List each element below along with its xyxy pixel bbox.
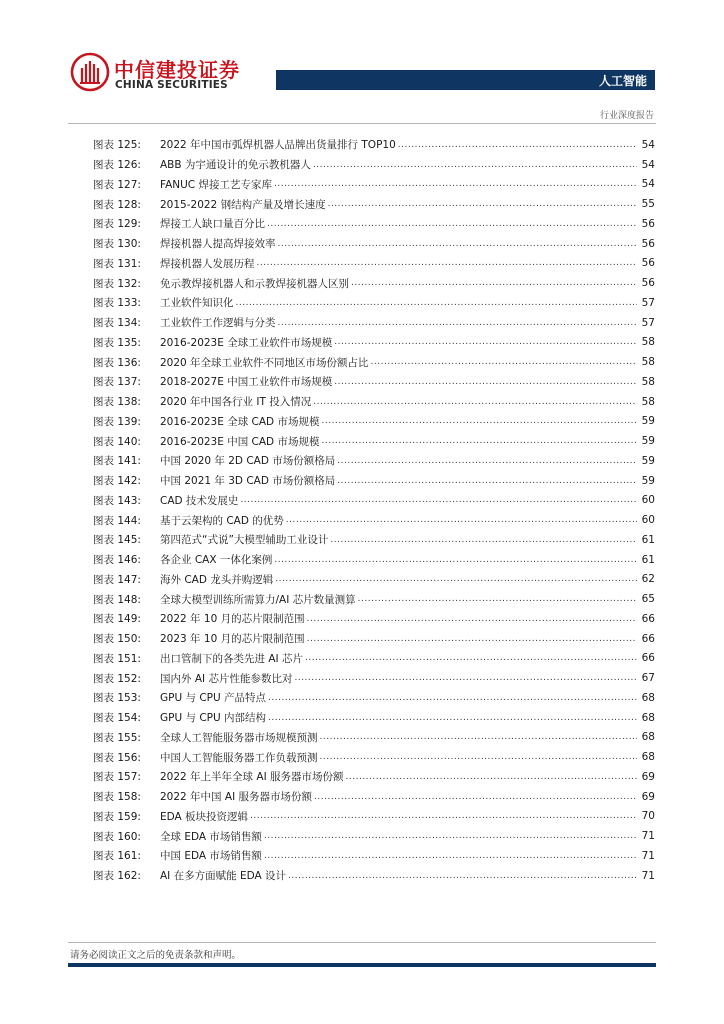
toc-figure-title: 国内外 AI 芯片性能参数比对 [160, 672, 293, 685]
toc-figure-title: 2016-2023E 全球 CAD 市场规模 [160, 415, 320, 428]
toc-dot-leader [268, 713, 637, 723]
toc-page-number: 58 [641, 375, 655, 388]
toc-page-number: 61 [641, 553, 655, 566]
toc-entry[interactable] [93, 866, 655, 886]
toc-page-number: 58 [641, 356, 655, 369]
toc-entry[interactable] [93, 372, 655, 392]
toc-figure-title: AI 在多方面赋能 EDA 设计 [160, 870, 287, 883]
toc-dot-leader [257, 258, 638, 268]
toc-figure-title: 中国人工智能服务器工作负载预测 [160, 751, 318, 764]
toc-entry[interactable] [93, 688, 655, 708]
toc-entry[interactable] [93, 649, 655, 669]
toc-page-number: 67 [641, 672, 655, 685]
toc-dot-leader [371, 357, 637, 367]
footer-divider [68, 942, 656, 943]
toc-figure-title: 中国 2020 年 2D CAD 市场份额格局 [160, 455, 336, 468]
toc-dot-leader [288, 871, 637, 881]
toc-figure-title: 焊接工人缺口量百分比 [160, 218, 265, 231]
toc-dot-leader [358, 594, 637, 604]
toc-entry[interactable] [93, 510, 655, 530]
toc-dot-leader [313, 397, 637, 407]
toc-figure-title: GPU 与 CPU 内部结构 [160, 712, 267, 725]
toc-figure-label: 图表 127: [93, 178, 141, 191]
toc-figure-label: 图表 148: [93, 593, 141, 606]
toc-figure-title: CAD 技术发展史 [160, 494, 239, 507]
toc-figure-label: 图表 139: [93, 415, 141, 428]
toc-entry[interactable] [93, 728, 655, 748]
toc-entry[interactable] [93, 273, 655, 293]
toc-dot-leader [328, 199, 637, 209]
toc-figure-label: 图表 144: [93, 514, 141, 527]
toc-figure-label: 图表 147: [93, 573, 141, 586]
toc-page-number: 59 [641, 454, 655, 467]
toc-page-number: 69 [641, 770, 655, 783]
toc-figure-label: 图表 160: [93, 830, 141, 843]
toc-dot-leader [275, 574, 637, 584]
toc-entry[interactable] [93, 135, 655, 155]
toc-figure-label: 图表 162: [93, 870, 141, 883]
toc-dot-leader [278, 239, 638, 249]
toc-page-number: 56 [641, 217, 655, 230]
toc-figure-label: 图表 159: [93, 810, 141, 823]
toc-page-number: 56 [641, 257, 655, 270]
toc-dot-leader [264, 831, 637, 841]
toc-entry[interactable] [93, 254, 655, 274]
toc-figure-title: 全球人工智能服务器市场规模预测 [160, 731, 318, 744]
toc-figure-label: 图表 143: [93, 494, 141, 507]
toc-page-number: 66 [641, 612, 655, 625]
toc-figure-label: 图表 129: [93, 218, 141, 231]
toc-entry[interactable] [93, 787, 655, 807]
toc-page-number: 59 [641, 435, 655, 448]
toc-figure-label: 图表 125: [93, 139, 141, 152]
toc-figure-label: 图表 128: [93, 198, 141, 211]
toc-page-number: 71 [641, 849, 655, 862]
toc-dot-leader [313, 160, 637, 170]
toc-entry[interactable] [93, 767, 655, 787]
toc-entry[interactable] [93, 214, 655, 234]
toc-figure-title: 2015-2022 钢结构产量及增长速度 [160, 198, 326, 211]
toc-page-number: 66 [641, 652, 655, 665]
toc-page-number: 55 [641, 198, 655, 211]
toc-figure-label: 图表 137: [93, 376, 141, 389]
toc-page-number: 62 [641, 573, 655, 586]
toc-figure-title: 2020 年全球工业软件不同地区市场份额占比 [160, 356, 369, 369]
toc-figure-label: 图表 126: [93, 159, 141, 172]
toc-dot-leader [320, 752, 638, 762]
toc-entry[interactable] [93, 412, 655, 432]
toc-figure-label: 图表 154: [93, 712, 141, 725]
toc-page-number: 57 [641, 316, 655, 329]
toc-figure-title: 海外 CAD 龙头并购逻辑 [160, 573, 274, 586]
toc-entry[interactable] [93, 589, 655, 609]
toc-dot-leader [274, 179, 637, 189]
toc-page-number: 71 [641, 869, 655, 882]
toc-page-number: 54 [641, 138, 655, 151]
toc-figure-label: 图表 150: [93, 633, 141, 646]
toc-entry[interactable] [93, 352, 655, 372]
toc-page-number: 58 [641, 336, 655, 349]
logo-english-name: CHINA SECURITIES [115, 79, 228, 91]
header-divider [68, 123, 656, 124]
toc-figure-label: 图表 141: [93, 455, 141, 468]
toc-dot-leader [314, 792, 637, 802]
footer-bar [68, 963, 656, 967]
toc-figure-title: 全球大模型训练所需算力/AI 芯片数量测算 [160, 593, 356, 606]
toc-dot-leader [305, 653, 637, 663]
toc-figure-title: ABB 为宇通设计的免示教机器人 [160, 159, 311, 172]
toc-figure-title: 第四范式“式说”大模型辅助工业设计 [160, 534, 329, 547]
toc-entry[interactable] [93, 629, 655, 649]
toc-page-number: 71 [641, 830, 655, 843]
toc-figure-label: 图表 156: [93, 751, 141, 764]
toc-entry[interactable] [93, 194, 655, 214]
section-title: 人工智能 [598, 74, 647, 88]
toc-dot-leader [334, 337, 637, 347]
toc-page-number: 65 [641, 593, 655, 606]
toc-dot-leader [330, 535, 637, 545]
toc-page-number: 69 [641, 790, 655, 803]
toc-entry[interactable] [93, 530, 655, 550]
toc-figure-title: 全球 EDA 市场销售额 [160, 830, 262, 843]
toc-figure-title: 工业软件工作逻辑与分类 [160, 317, 276, 330]
toc-page-number: 58 [641, 395, 655, 408]
toc-entry[interactable] [93, 570, 655, 590]
toc-dot-leader [286, 515, 637, 525]
toc-dot-leader [320, 732, 638, 742]
toc-page-number: 56 [641, 237, 655, 250]
toc-figure-title: 2022 年中国市弧焊机器人品牌出货量排行 TOP10 [160, 139, 396, 152]
toc-figure-title: 免示教焊接机器人和示教焊接机器人区别 [160, 277, 349, 290]
toc-dot-leader [321, 416, 637, 426]
toc-entry[interactable] [93, 491, 655, 511]
toc-entry[interactable] [93, 826, 655, 846]
toc-figure-title: 基于云架构的 CAD 的优势 [160, 514, 284, 527]
toc-dot-leader [307, 634, 637, 644]
toc-dot-leader [250, 811, 637, 821]
toc-dot-leader [294, 673, 637, 683]
toc-entry[interactable] [93, 293, 655, 313]
toc-figure-title: 2018-2027E 中国工业软件市场规模 [160, 376, 333, 389]
toc-figure-title: 各企业 CAX 一体化案例 [160, 554, 273, 567]
toc-figure-label: 图表 158: [93, 791, 141, 804]
company-logo [70, 52, 270, 96]
toc-dot-leader [351, 278, 637, 288]
toc-page-number: 68 [641, 691, 655, 704]
toc-dot-leader [267, 219, 637, 229]
toc-figure-title: 工业软件知识化 [160, 297, 234, 310]
toc-figure-label: 图表 153: [93, 692, 141, 705]
header-bar [276, 70, 655, 90]
toc-figure-label: 图表 135: [93, 336, 141, 349]
toc-page-number: 57 [641, 296, 655, 309]
toc-figure-title: 中国 EDA 市场销售额 [160, 850, 262, 863]
toc-entry[interactable] [93, 550, 655, 570]
toc-figure-title: 2022 年中国 AI 服务器市场份额 [160, 791, 313, 804]
toc-page-number: 60 [641, 514, 655, 527]
toc-figure-label: 图表 146: [93, 554, 141, 567]
report-type: 行业深度报告 [599, 111, 654, 121]
toc-page-number: 56 [641, 277, 655, 290]
toc-entry[interactable] [93, 846, 655, 866]
logo-chinese-name: 中信建投证券 [114, 58, 240, 82]
toc-figure-label: 图表 133: [93, 297, 141, 310]
toc-figure-label: 图表 130: [93, 238, 141, 251]
toc-figure-label: 图表 140: [93, 435, 141, 448]
toc-dot-leader [274, 555, 637, 565]
toc-page-number: 59 [641, 474, 655, 487]
toc-entry[interactable] [93, 392, 655, 412]
toc-figure-title: EDA 板块投资逻辑 [160, 810, 249, 823]
toc-figure-label: 图表 134: [93, 317, 141, 330]
toc-figure-title: 2016-2023E 中国 CAD 市场规模 [160, 435, 320, 448]
toc-entry[interactable] [93, 471, 655, 491]
toc-figure-title: 2016-2023E 全球工业软件市场规模 [160, 336, 333, 349]
toc-dot-leader [334, 377, 637, 387]
toc-figure-label: 图表 151: [93, 652, 141, 665]
toc-page-number: 70 [641, 810, 655, 823]
toc-dot-leader [264, 851, 637, 861]
toc-entry[interactable] [93, 155, 655, 175]
toc-page-number: 54 [641, 178, 655, 191]
toc-dot-leader [236, 298, 638, 308]
toc-page-number: 61 [641, 533, 655, 546]
toc-figure-label: 图表 149: [93, 613, 141, 626]
toc-figure-label: 图表 155: [93, 731, 141, 744]
toc-dot-leader [268, 693, 637, 703]
toc-figure-label: 图表 145: [93, 534, 141, 547]
toc-entry[interactable] [93, 313, 655, 333]
toc-figure-title: 2020 年中国各行业 IT 投入情况 [160, 396, 312, 409]
toc-entry[interactable] [93, 175, 655, 195]
toc-figure-title: 焊接机器人发展历程 [160, 257, 255, 270]
toc-dot-leader [398, 140, 637, 150]
toc-figure-title: 2023 年 10 月的芯片限制范围 [160, 633, 305, 646]
toc-entry[interactable] [93, 234, 655, 254]
toc-entry[interactable] [93, 708, 655, 728]
disclaimer-text: 请务必阅读正文之后的免责条款和声明。 [70, 950, 242, 961]
toc-figure-title: 2022 年上半年全球 AI 服务器市场份额 [160, 771, 344, 784]
toc-entry[interactable] [93, 807, 655, 827]
toc-page-number: 54 [641, 158, 655, 171]
toc-dot-leader [278, 318, 638, 328]
toc-figure-title: FANUC 焊接工艺专家库 [160, 178, 272, 191]
toc-page-number: 60 [641, 494, 655, 507]
toc-page-number: 68 [641, 731, 655, 744]
toc-figure-title: GPU 与 CPU 产品特点 [160, 692, 267, 705]
toc-figure-label: 图表 136: [93, 356, 141, 369]
toc-dot-leader [337, 456, 637, 466]
figure-index-list [93, 135, 655, 886]
china-securities-logo-icon [70, 52, 110, 92]
toc-dot-leader [307, 614, 637, 624]
toc-figure-label: 图表 132: [93, 277, 141, 290]
toc-page-number: 59 [641, 415, 655, 428]
toc-page-number: 66 [641, 632, 655, 645]
toc-entry[interactable] [93, 609, 655, 629]
toc-figure-label: 图表 152: [93, 672, 141, 685]
toc-figure-title: 出口管制下的各类先进 AI 芯片 [160, 652, 303, 665]
toc-entry[interactable] [93, 333, 655, 353]
toc-dot-leader [321, 436, 637, 446]
toc-figure-title: 焊接机器人提高焊接效率 [160, 238, 276, 251]
toc-figure-label: 图表 157: [93, 771, 141, 784]
toc-entry[interactable] [93, 431, 655, 451]
toc-entry[interactable] [93, 668, 655, 688]
toc-figure-title: 2022 年 10 月的芯片限制范围 [160, 613, 305, 626]
toc-dot-leader [240, 495, 637, 505]
toc-figure-label: 图表 138: [93, 396, 141, 409]
toc-figure-label: 图表 142: [93, 475, 141, 488]
toc-entry[interactable] [93, 451, 655, 471]
toc-page-number: 68 [641, 751, 655, 764]
toc-dot-leader [337, 476, 637, 486]
toc-figure-label: 图表 161: [93, 850, 141, 863]
toc-dot-leader [346, 772, 637, 782]
toc-entry[interactable] [93, 747, 655, 767]
toc-figure-label: 图表 131: [93, 257, 141, 270]
toc-figure-title: 中国 2021 年 3D CAD 市场份额格局 [160, 475, 336, 488]
toc-page-number: 68 [641, 711, 655, 724]
